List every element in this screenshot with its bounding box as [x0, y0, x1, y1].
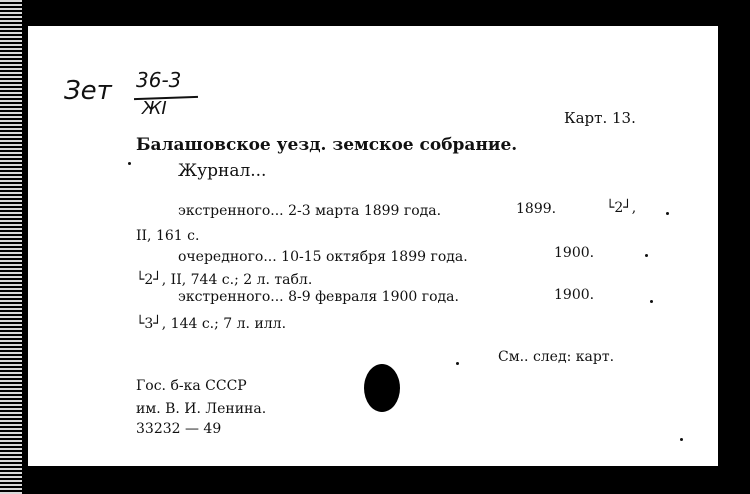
- scan-edge: [0, 0, 22, 494]
- library-dedication: им. В. И. Ленина.: [136, 401, 267, 417]
- scan-speck: [456, 362, 459, 365]
- scan-edge-mark: [0, 410, 22, 411]
- call-number-prefix: Зет: [64, 76, 112, 106]
- card-punch-hole: [364, 364, 400, 412]
- entry-3-line-2: └3┘, 144 с.; 7 л. илл.: [136, 316, 287, 332]
- card-number: Карт. 13.: [564, 109, 636, 127]
- call-number-top: 36-3: [136, 68, 182, 92]
- scan-speck: [650, 300, 653, 303]
- entry-1-year: 1899.: [516, 201, 557, 217]
- subtitle: Журнал...: [178, 161, 267, 181]
- scan-speck: [680, 438, 683, 441]
- heading: Балашовское уезд. земское собрание.: [136, 135, 518, 155]
- entry-1-volume-marker: └2┘,: [606, 200, 637, 216]
- library-code: 33232 — 49: [136, 421, 222, 437]
- library-name: Гос. б-ка СССР: [136, 378, 247, 394]
- scan-speck: [666, 212, 669, 215]
- entry-3-year: 1900.: [554, 287, 595, 303]
- scan-speck: [128, 162, 131, 165]
- scan-speck: [645, 254, 648, 257]
- entry-2-line-1: очередного... 10-15 октября 1899 года.: [178, 249, 468, 265]
- see-next-card: См.. след: карт.: [498, 349, 615, 365]
- entry-3-line-1: экстренного... 8-9 февраля 1900 года.: [178, 289, 459, 305]
- entry-2-year: 1900.: [554, 245, 595, 261]
- entry-1-line-2: II, 161 с.: [136, 228, 200, 244]
- entry-1-line-1: экстренного... 2-3 марта 1899 года.: [178, 203, 442, 219]
- call-number-bottom: ЖІ: [142, 98, 167, 119]
- entry-2-line-2: └2┘, II, 744 с.; 2 л. табл.: [136, 272, 313, 288]
- catalog-card: [28, 26, 718, 466]
